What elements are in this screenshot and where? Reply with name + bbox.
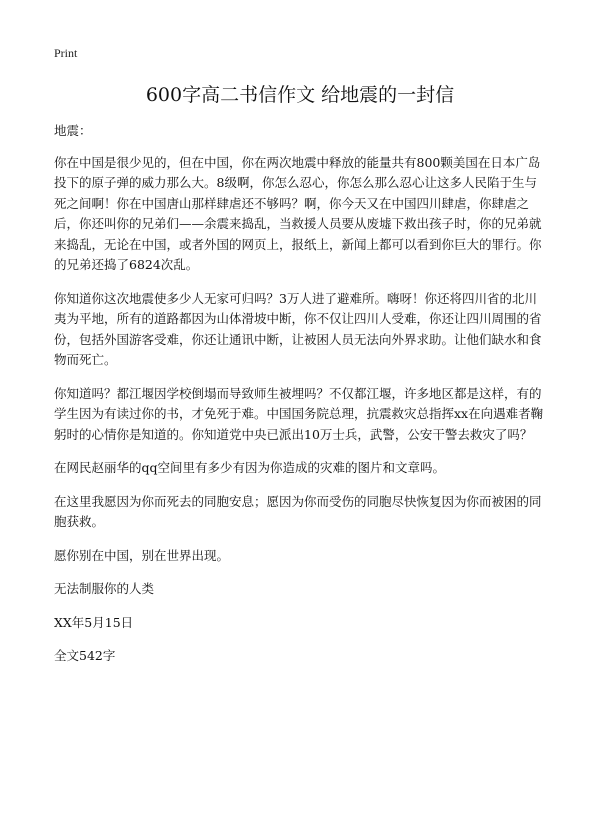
letter-date: XX年5月15日 [54, 614, 134, 630]
print-label: Print [54, 46, 78, 60]
paragraph-energy: 你在中国是很少见的，但在中国，你在两次地震中释放的能量共有800颗美国在日本广岛投下的原子弹的威力那么大。8级啊，你怎么忍心，你怎么那么忍心让这多人民陷于生与死之间啊！你在中国唐山那样肆虐还不够吗？啊，你今天又在中国四川肆虐，你肆虐之后，你还叫你的兄弟们——余震来捣乱，当救援人员要从废墟下救出孩子时，你的兄弟就来捣乱，无论在中国，或者外国的网页上，报纸上，新闻上都可以看到你巨大的罪行。你的兄弟还捣了6824次乱。 [54, 154, 542, 272]
paragraph-dujiangyan: 你知道吗？都江堰因学校倒塌而导致师生被埋吗？不仅都江堰，许多地区都是这样，有的学生因为有读过你的书，才免死于难。中国国务院总理，抗震救灾总指挥xx在向遇难者鞠躬时的心情你是知道的。你知道党中央已派出10万士兵，武警，公安干警去救灾了吗？ [54, 385, 544, 442]
document-title: 600字高二书信作文 给地震的一封信 [145, 84, 455, 106]
letter-body [54, 121, 548, 680]
paragraph-wish: 愿你别在中国，别在世界出现。 [54, 547, 230, 563]
word-count: 全文542字 [54, 648, 116, 663]
letter-signature: 无法制服你的人类 [54, 581, 155, 596]
paragraph-images: 在网民赵丽华的qq空间里有多少有因为你造成的灾难的图片和文章吗。 [54, 460, 446, 475]
paragraph-blessing: 在这里我愿因为你而死去的同胞安息；愿因为你而受伤的同胞尽快恢复因为你而被困的同胞获救。 [54, 493, 542, 529]
letter-greeting: 地震： [54, 123, 92, 138]
paragraph-homeless: 你知道你这次地震使多少人无家可归吗？3万人进了避难所。嗨呀！你还将四川省的北川夷为平地，所有的道路都因为山体滑坡中断，你不仅让四川人受难，你还让四川周围的省份，包括外国游客受难，你还让通讯中断，让被困人员无法向外界求助。让他们缺水和食物而死亡。 [54, 290, 542, 367]
